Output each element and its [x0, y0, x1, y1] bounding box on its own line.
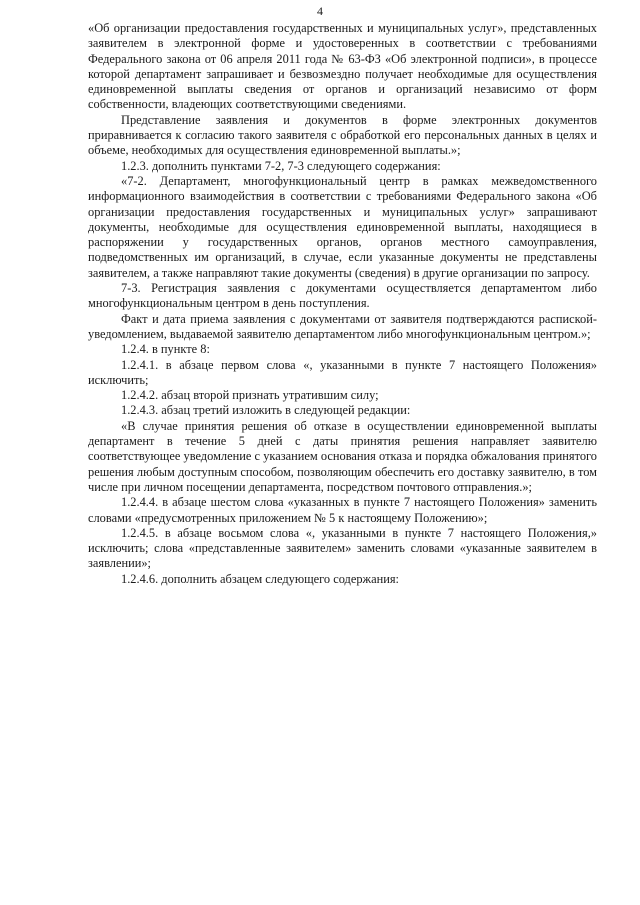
paragraph-7-3: 7-3. Регистрация заявления с документами осуществляется департаментом либо многофункциональным центром в день поступления.	[88, 281, 597, 311]
page-number: 4	[317, 4, 323, 18]
paragraph-1-2-4-6: 1.2.4.6. дополнить абзацем следующего содержания:	[121, 571, 399, 586]
paragraph-1-2-4: 1.2.4. в пункте 8:	[121, 342, 210, 357]
paragraph-1-2-4-1: 1.2.4.1. в абзаце первом слова «, указанными в пункте 7 настоящего Положения» исключить;	[88, 357, 597, 387]
paragraph-1-2-4-5: 1.2.4.5. в абзаце восьмом слова «, указанными в пункте 7 настоящего Положения,» исключить; слова «представленные заявителем» заменить словами «указанные заявителем в заявлении»;	[88, 525, 597, 571]
paragraph-1-2-4-3: 1.2.4.3. абзац третий изложить в следующей редакции:	[121, 403, 411, 418]
paragraph-receipt: Факт и дата приема заявления с документами от заявителя подтверждаются распиской-уведомлением, выдаваемой заявителю департаментом либо многофункциональным центром.»;	[88, 311, 597, 341]
paragraph-1-2-3: 1.2.3. дополнить пунктами 7-2, 7-3 следующего содержания:	[121, 158, 441, 173]
paragraph-electronic-documents: Представление заявления и документов в форме электронных документов приравнивается к согласию такого заявителя с обработкой его персональных данных в целях и объеме, необходимых для осуществления единовременной выплаты.»;	[88, 112, 597, 158]
paragraph-refusal: «В случае принятия решения об отказе в осуществлении единовременной выплаты департамент в течение 5 дней с даты принятия решения направляет заявителю соответствующее уведомление с указанием основания отказа и порядка обжалования принятого решения любым доступным способом, позволяющим обеспечить его доставку заявителю, в том числе при личном посещении департамента, посредством почтового отправления.»;	[88, 418, 597, 494]
paragraph-1-2-4-4: 1.2.4.4. в абзаце шестом слова «указанных в пункте 7 настоящего Положения» заменить словами «предусмотренных приложением № 5 к настоящему Положению»;	[88, 495, 597, 525]
paragraph-continuation: «Об организации предоставления государственных и муниципальных услуг», представленных заявителем в электронной форме и удостоверенных в соответствии с требованиями Федерального закона от 06 апреля 2011 года № 63-ФЗ «Об электронной подписи», в процессе которой департамент запрашивает и безвозмездно получает необходимые для осуществления единовременной выплаты сведения от органов и организаций независимо от форм собственности, владеющих соответствующими сведениями.	[88, 21, 597, 112]
paragraph-7-2: «7-2. Департамент, многофункциональный центр в рамках межведомственного информационного взаимодействия в соответствии с требованиями Федерального закона «Об организации предоставления государственных и муниципальных услуг» запрашивают документы, необходимые для осуществления единовременной выплаты, находящиеся в распоряжении у государственных органов, органов местного самоуправления, подведомственных им организаций, в случае, если указанные документы не представлены заявителем, а также направляют такие документы (сведения) в другие организации по запросу.	[88, 173, 597, 280]
paragraph-1-2-4-2: 1.2.4.2. абзац второй признать утратившим силу;	[121, 388, 379, 403]
document-body	[88, 21, 597, 587]
